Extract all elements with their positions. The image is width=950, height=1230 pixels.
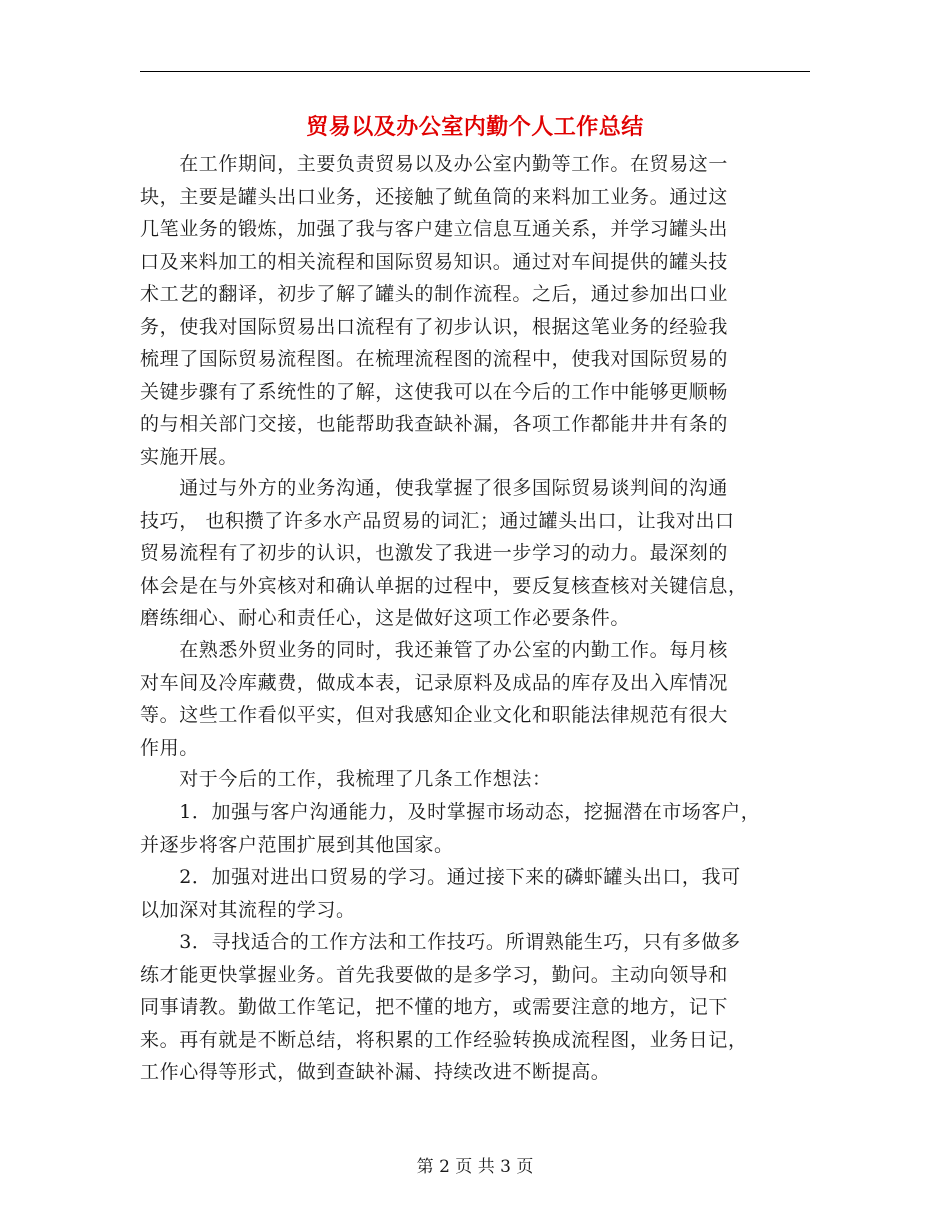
text-line: 并逐步将客户范围扩展到其他国家。	[140, 833, 454, 856]
text-line: 在熟悉外贸业务的同时，我还兼管了办公室的内勤工作。每月核	[140, 639, 729, 661]
text-line: 练才能更快掌握业务。首先我要做的是多学习，勤问。主动向领导和	[140, 963, 729, 986]
document-title: 贸易以及办公室内勤个人工作总结	[306, 114, 644, 140]
text-line: 梳理了国际贸易流程图。在梳理流程图的流程中，使我对国际贸易的	[140, 348, 729, 370]
text-line: 在工作期间，主要负责贸易以及办公室内勤等工作。在贸易这一	[140, 153, 729, 175]
text-line: 体会是在与外宾核对和确认单据的过程中，要反复核查核对关键信息，	[140, 574, 748, 597]
text-line: 等。这些工作看似平实，但对我感知企业文化和职能法律规范有很大	[140, 704, 729, 726]
text-line: 技巧， 也积攒了许多水产品贸易的词汇；通过罐头出口，让我对出口	[140, 509, 735, 532]
text-line: 作用。	[140, 736, 199, 759]
text-line: 通过与外方的业务沟通，使我掌握了很多国际贸易谈判间的沟通	[140, 477, 729, 499]
text-line: 几笔业务的锻炼，加强了我与客户建立信息互通关系，并学习罐头出	[140, 218, 729, 240]
text-line: 务，使我对国际贸易出口流程有了初步认识，根据这笔业务的经验我	[140, 315, 729, 338]
text-line: 2．加强对进出口贸易的学习。通过接下来的磷虾罐头出口，我可	[140, 866, 741, 888]
paragraph	[140, 796, 810, 861]
text-line: 同事请教。勤做工作笔记，把不懂的地方，或需要注意的地方，记下	[140, 996, 729, 1018]
text-line: 来。再有就是不断总结，将积累的工作经验转换成流程图，业务日记，	[140, 1028, 748, 1051]
text-line: 块，主要是罐头出口业务，还接触了鱿鱼筒的来料加工业务。通过这	[140, 185, 729, 208]
text-line: 工作心得等形式，做到查缺补漏、持续改进不断提高。	[140, 1061, 611, 1083]
text-line: 关键步骤有了系统性的了解，这使我可以在今后的工作中能够更顺畅	[140, 380, 729, 403]
text-line: 以加深对其流程的学习。	[140, 898, 356, 921]
text-line: 磨练细心、耐心和责任心，这是做好这项工作必要条件。	[140, 607, 631, 629]
paragraph	[140, 926, 810, 1089]
text-line: 术工艺的翻译，初步了解了罐头的制作流程。之后，通过参加出口业	[140, 283, 729, 305]
text-line: 1．加强与客户沟通能力，及时掌握市场动态，挖掘潜在市场客户，	[140, 801, 761, 823]
text-line: 口及来料加工的相关流程和国际贸易知识。通过对车间提供的罐头技	[140, 250, 729, 273]
paragraph	[140, 634, 810, 764]
text-line: 贸易流程有了初步的认识，也激发了我进一步学习的动力。最深刻的	[140, 542, 729, 564]
text-line: 对于今后的工作，我梳理了几条工作想法：	[140, 768, 552, 790]
paragraph	[140, 861, 810, 926]
text-line: 实施开展。	[140, 445, 239, 468]
paragraph	[140, 472, 810, 635]
header-rule	[140, 71, 810, 72]
paragraph	[140, 148, 810, 473]
text-line: 对车间及冷库藏费，做成本表，记录原料及成品的库存及出入库情况	[140, 671, 729, 694]
text-line: 的与相关部门交接，也能帮助我查缺补漏，各项工作都能井井有条的	[140, 413, 729, 435]
text-line: 3．寻找适合的工作方法和工作技巧。所谓熟能生巧，只有多做多	[140, 931, 741, 953]
page-number: 第 2 页 共 3 页	[416, 1157, 534, 1177]
paragraph	[140, 763, 810, 796]
